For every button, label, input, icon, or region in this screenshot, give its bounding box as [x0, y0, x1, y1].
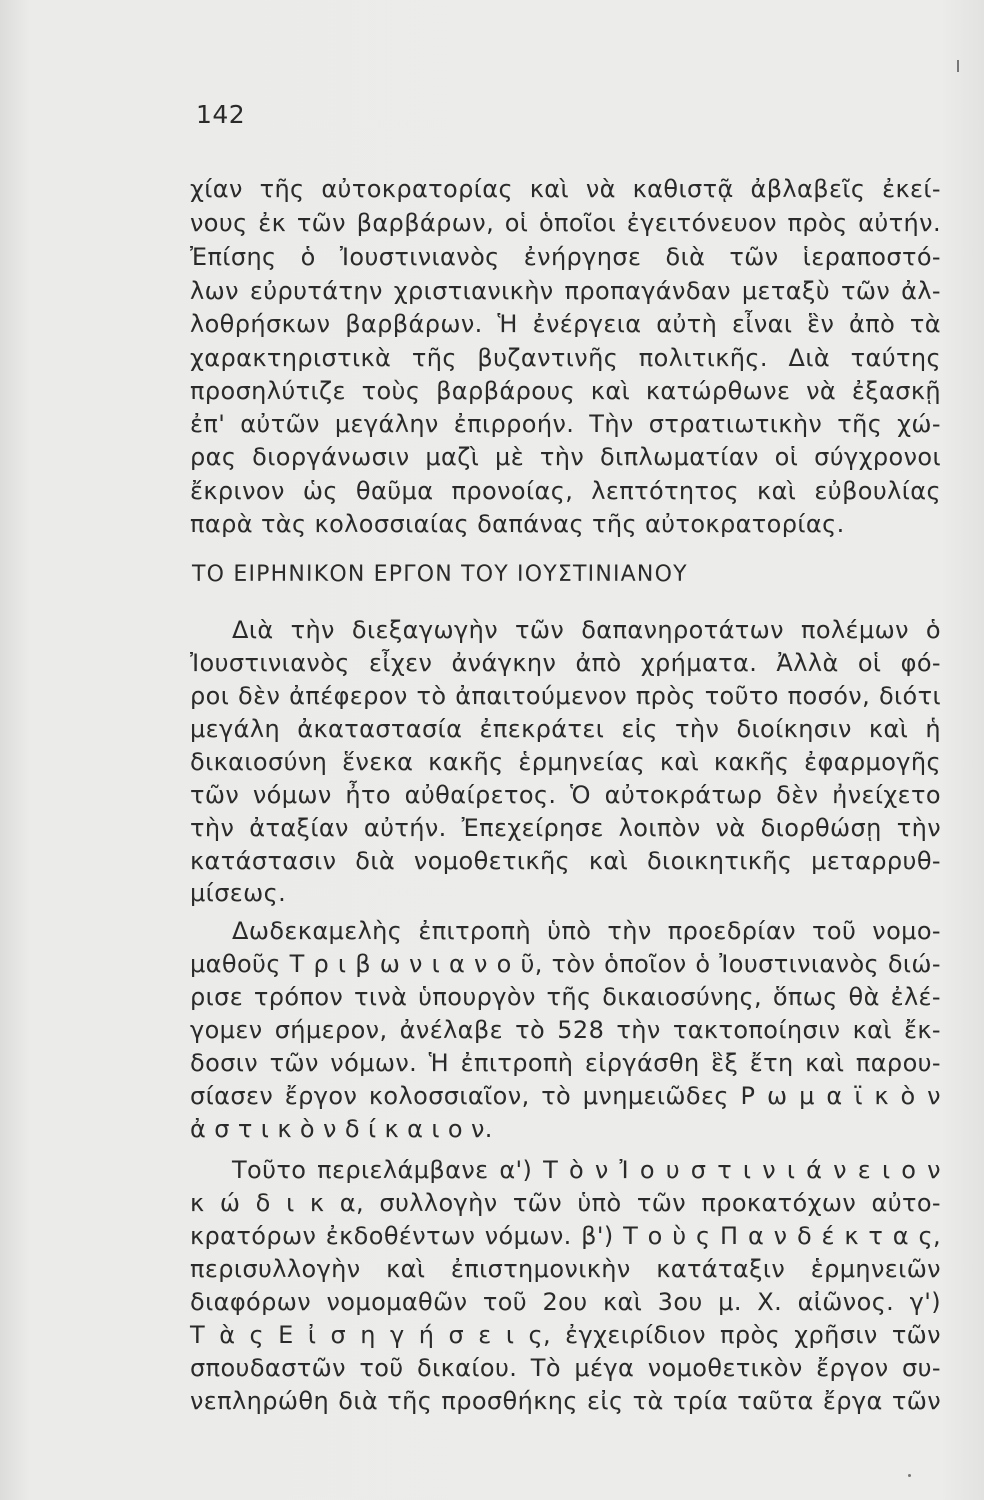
text-line: περισυλλογὴν καὶ ἐπιστημονικὴν κατάταξιν ἑρμηνειῶν	[190, 1255, 941, 1283]
text-line: Ἐπίσης ὁ Ἰουστινιανὸς ἐνήργησε διὰ τῶν ἱεραποστό-	[190, 243, 941, 271]
text-line: κρατόρων ἐκδοθέντων νόμων. β') Τ ο ὺ ς Π α ν δ έ κ τ α ς,	[190, 1222, 941, 1250]
text-line: λων εὐρυτάτην χριστιανικὴν προπαγάνδαν μεταξὺ τῶν ἀλ-	[190, 277, 941, 305]
text-line: νους ἐκ τῶν βαρβάρων, οἱ ὁποῖοι ἐγειτόνευον πρὸς αὐτήν.	[190, 209, 941, 237]
text-line: Τοῦτο περιελάμβανε α') Τ ὸ ν Ἰ ο υ σ τ ι ν ι ά ν ε ι ο ν	[232, 1156, 941, 1184]
text-line: παρὰ τὰς κολοσσιαίας δαπάνας τῆς αὐτοκρατορίας.	[190, 510, 845, 538]
text-line: μαθοῦς Τ ρ ι β ω ν ι α ν ο ῦ, τὸν ὁποῖον ὁ Ἰουστινιανὸς διώ-	[190, 950, 941, 978]
text-line: γομεν σήμερον, ἀνέλαβε τὸ 528 τὴν τακτοποίησιν καὶ ἔκ-	[190, 1016, 941, 1044]
text-line: κατάστασιν διὰ νομοθετικῆς καὶ διοικητικῆς μεταρρυθ-	[190, 847, 941, 875]
text-line: προσηλύτιζε τοὺς βαρβάρους καὶ κατώρθωνε νὰ ἐξασκῇ	[190, 377, 941, 405]
text-line: ἐπ' αὐτῶν μεγάλην ἐπιρροήν. Τὴν στρατιωτικὴν τῆς χώ-	[190, 410, 941, 438]
text-line: διαφόρων νομομαθῶν τοῦ 2ου καὶ 3ου μ. Χ. αἰῶνος. γ')	[190, 1288, 941, 1316]
page-number: 142	[196, 100, 246, 129]
text-line: χαρακτηριστικὰ τῆς βυζαντινῆς πολιτικῆς. Διὰ ταύτης	[190, 344, 941, 372]
text-line: νεπληρώθη διὰ τῆς προσθήκης εἰς τὰ τρία ταῦτα ἔργα τῶν	[190, 1387, 941, 1415]
text-line: μεγάλη ἀκαταστασία ἐπεκράτει εἰς τὴν διοίκησιν καὶ ἡ	[190, 715, 941, 743]
text-line: Διὰ τὴν διεξαγωγὴν τῶν δαπανηροτάτων πολέμων ὁ	[232, 616, 941, 644]
text-line: ρισε τρόπον τινὰ ὑπουργὸν τῆς δικαιοσύνης, ὅπως θὰ ἐλέ-	[190, 983, 941, 1011]
text-line: ἔκρινον ὡς θαῦμα προνοίας, λεπτότητος καὶ εὐβουλίας	[190, 477, 941, 505]
scan-mark	[908, 1474, 911, 1477]
text-line: τῶν νόμων ἦτο αὐθαίρετος. Ὁ αὐτοκράτωρ δὲν ἠνείχετο	[190, 781, 941, 809]
text-line: κ ώ δ ι κ α, συλλογὴν τῶν ὑπὸ τῶν προκατόχων αὐτο-	[190, 1189, 941, 1217]
scan-mark	[957, 60, 959, 72]
text-line: ροι δὲν ἀπέφερον τὸ ἀπαιτούμενον πρὸς τοῦτο ποσόν, διότι	[190, 682, 941, 710]
text-line: σπουδαστῶν τοῦ δικαίου. Τὸ μέγα νομοθετικὸν ἔργον συ-	[190, 1354, 941, 1382]
text-line: δικαιοσύνη ἕνεκα κακῆς ἑρμηνείας καὶ κακῆς ἐφαρμογῆς	[190, 748, 941, 776]
text-line: μίσεως.	[190, 879, 287, 907]
section-heading: ΤΟ ΕΙΡΗΝΙΚΟΝ ΕΡΓΟΝ ΤΟΥ ΙΟΥΣΤΙΝΙΑΝΟΥ	[192, 562, 688, 587]
text-line: Δωδεκαμελὴς ἐπιτροπὴ ὑπὸ τὴν προεδρίαν τοῦ νομο-	[232, 917, 941, 945]
text-line: τὴν ἀταξίαν αὐτήν. Ἐπεχείρησε λοιπὸν νὰ διορθώσῃ τὴν	[190, 814, 941, 842]
text-line: χίαν τῆς αὐτοκρατορίας καὶ νὰ καθιστᾷ ἀβλαβεῖς ἐκεί-	[190, 175, 941, 203]
text-line: Τ ὰ ς Ε ἰ σ η γ ή σ ε ι ς, ἐγχειρίδιον πρὸς χρῆσιν τῶν	[190, 1321, 941, 1349]
text-line: ἀ σ τ ι κ ὸ ν δ ί κ α ι ο ν.	[190, 1115, 493, 1143]
text-line: ρας διοργάνωσιν μαζὶ μὲ τὴν διπλωματίαν οἱ σύγχρονοι	[190, 443, 941, 471]
text-line: δοσιν τῶν νόμων. Ἡ ἐπιτροπὴ εἰργάσθη ἓξ ἔτη καὶ παρου-	[190, 1049, 941, 1077]
text-line: λοθρήσκων βαρβάρων. Ἡ ἐνέργεια αὐτὴ εἶναι ἓν ἀπὸ τὰ	[190, 310, 941, 338]
text-line: σίασεν ἔργον κολοσσιαῖον, τὸ μνημειῶδες Ρ ω μ α ϊ κ ὸ ν	[190, 1082, 941, 1110]
text-line: Ἰουστινιανὸς εἶχεν ἀνάγκην ἀπὸ χρήματα. Ἀλλὰ οἱ φό-	[190, 649, 941, 677]
